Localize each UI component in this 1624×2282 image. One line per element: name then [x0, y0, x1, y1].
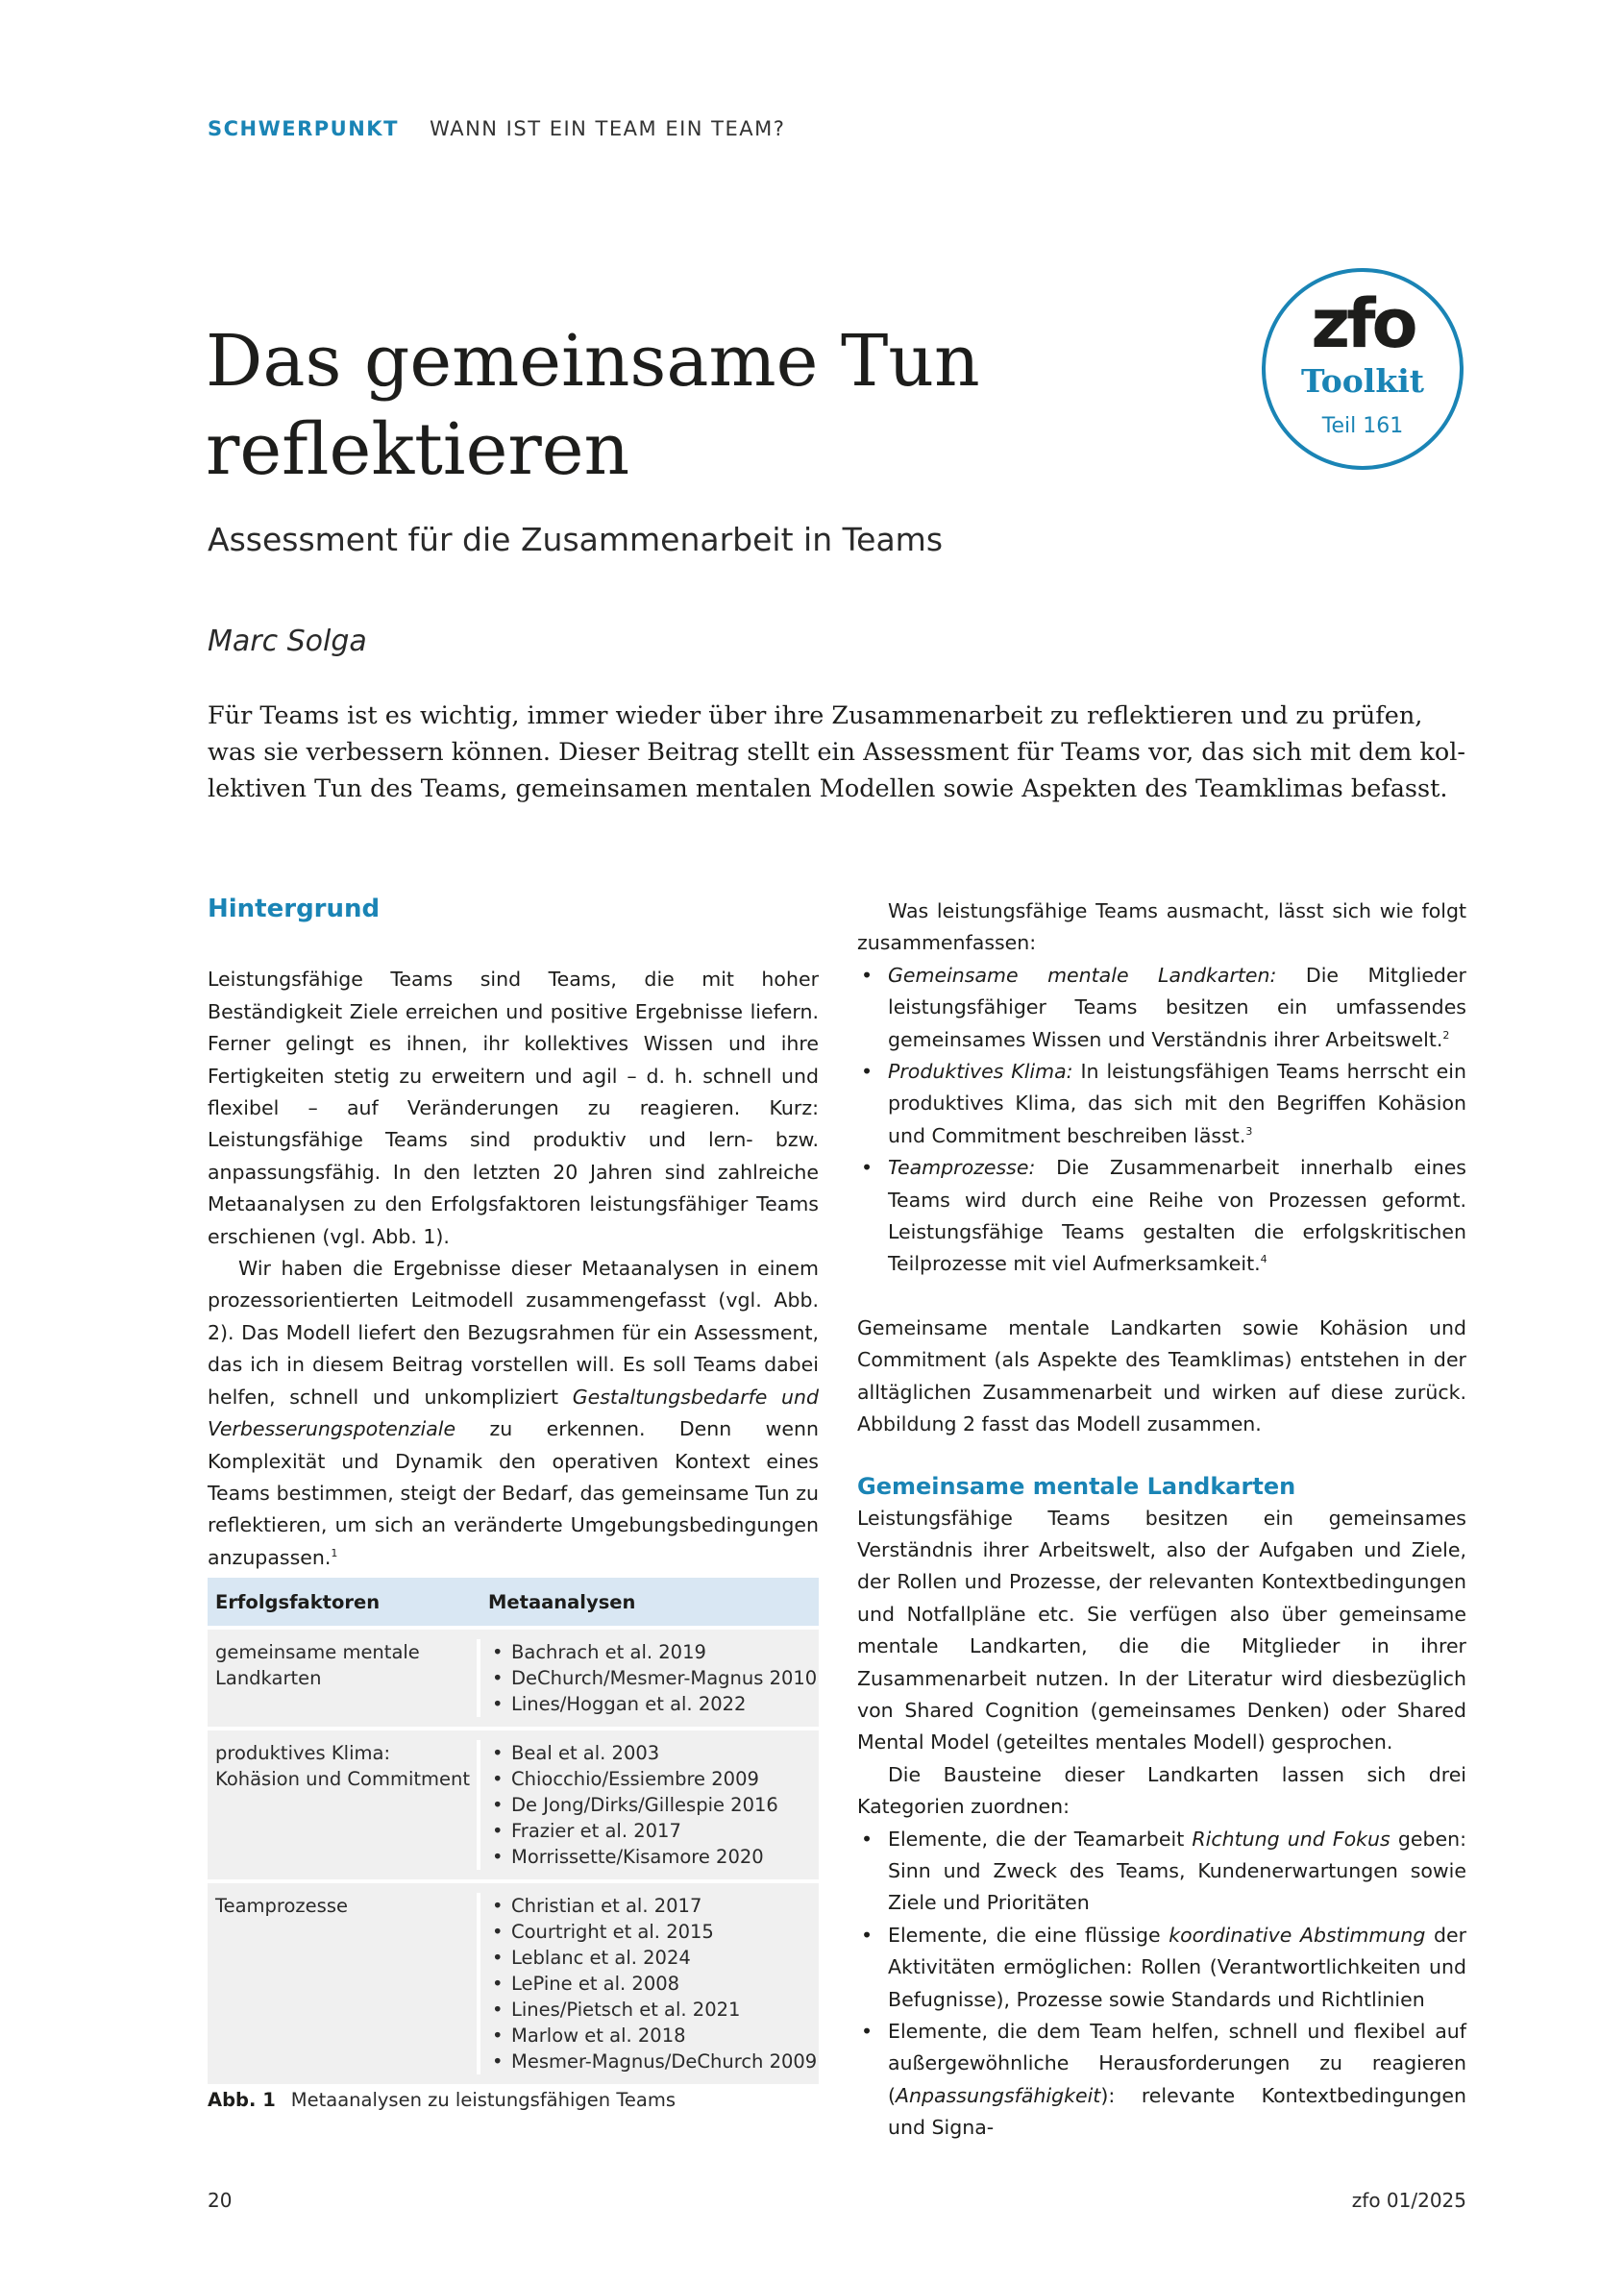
section-label: SCHWERPUNKT: [208, 117, 399, 140]
footnote-ref: 2: [1442, 1028, 1450, 1042]
toolkit-part: Teil 161: [1321, 414, 1404, 438]
page-number: 20: [208, 2189, 233, 2212]
paragraph: Was leistungsfähige Teams ausmacht, lässt sich wie folgt zusammenfassen:: [857, 899, 1466, 955]
table-cell-studies: [480, 1893, 819, 2074]
paragraph: Die Bausteine dieser Landkarten lassen sich drei Kategorien zuordnen:: [857, 1762, 1466, 1819]
footnote-ref: 4: [1260, 1253, 1267, 1266]
table-row: [208, 1730, 819, 1879]
study-item: • Morrissette/Kisamore 2020: [492, 1844, 819, 1870]
bullet-list: [857, 1824, 1466, 2145]
paragraph: Leistungsfähige Teams sind Teams, die mit hoher Beständigkeit Ziele erreichen und positive Ergebnisse liefern. Ferner gelingt es ihnen, ihr kollektives Wissen und ihre Fertigkeiten stetig zu erweitern und agil – d. h. schnell und flexibel – auf Veränderungen zu reagieren. Kurz: Leistungsfähige Teams sind produktiv und lern- bzw. anpassungsfähig. In den letzten 20 Jahren sind zahlreiche Metaanalysen zu den Erfolgsfaktoren leistungsfähiger Teams erschienen (vgl. Abb. 1).: [208, 968, 819, 1248]
issue-label: zfo 01/2025: [1351, 2189, 1466, 2212]
zfo-toolkit-badge: [1262, 268, 1464, 470]
bullet-list: [857, 960, 1466, 1281]
caption-text: Metaanalysen zu leistungsfähigen Teams: [290, 2089, 677, 2111]
table-cell-studies: [480, 1639, 819, 1717]
study-item: • LePine et al. 2008: [492, 1971, 819, 1997]
title-line: Das gemeinsame Tun: [206, 320, 980, 403]
study-item: • De Jong/Dirks/Gillespie 2016: [492, 1792, 819, 1818]
column-header: Metaanalysen: [488, 1590, 636, 1613]
list-item: • Produktives Klima: In leistungsfähigen Teams herrscht ein produktives Klima, das sich mit den Begriffen Kohäsion und Commitment beschreiben lässt.$^3$: [857, 1056, 1466, 1152]
study-item: • Lines/Pietsch et al. 2021: [492, 1997, 819, 2023]
study-item: • Marlow et al. 2018: [492, 2023, 819, 2049]
list-item: • Teamprozesse: Die Zusammenarbeit innerhalb eines Teams wird durch eine Reihe von Prozessen geformt. Leistungsfähige Teams gestalten die erfolgskritischen Teilprozesse mit viel Aufmerksamkeit.$^4$: [857, 1152, 1466, 1281]
lead-line: was sie verbessern können. Dieser Beitrag stellt ein Assessment für Teams vor, das sich mit dem kol-: [208, 738, 1466, 767]
title-line: reflektieren: [206, 408, 630, 491]
lead-line: Für Teams ist es wichtig, immer wieder über ihre Zusammenarbeit zu reflektieren und zu prüfen,: [208, 701, 1423, 730]
figure-caption: [208, 2089, 676, 2111]
table-cell-factor: gemeinsame mentale Landkarten: [208, 1639, 480, 1717]
study-item: • Lines/Hoggan et al. 2022: [492, 1691, 819, 1717]
running-header: [208, 117, 785, 140]
table-header: [208, 1578, 819, 1626]
left-column: [208, 895, 820, 1574]
paragraph: Wir haben die Ergebnisse dieser Metaanalysen in einem prozessorientierten Leitmodell zusammengefasst (vgl. Abb. 2). Das Modell liefert den Bezugsrahmen für ein Assessment, das ich in diesem Beitrag vorstellen will. Es soll Teams dabei helfen, schnell und unkompliziert Gestaltungsbedarfe und Verbesserungspotenziale zu erkennen. Denn wenn Komplexität und Dynamik den operativen Kontext eines Teams bestimmen, steigt der Bedarf, das gemeinsame Tun zu reflektieren, um sich an veränderte Umgebungsbedingungen anzupassen.$^1$: [208, 1257, 820, 1569]
study-item: • Bachrach et al. 2019: [492, 1639, 819, 1665]
footnote-ref: 1: [331, 1546, 338, 1559]
topic-label: WANN IST EIN TEAM EIN TEAM?: [430, 117, 786, 140]
table-row: [208, 1883, 819, 2084]
lead-paragraph: [208, 698, 1466, 807]
caption-label: Abb. 1: [208, 2089, 276, 2111]
list-item: • Elemente, die eine flüssige koordinative Abstimmung der Aktivitäten ermöglichen: Rollen (Verantwortlichkeiten und Befugnisse), Prozesse sowie Standards und Richtlinien: [857, 1920, 1466, 2016]
list-item: • Elemente, die der Teamarbeit Richtung und Fokus geben: Sinn und Zweck des Teams, Kundenerwartungen sowie Ziele und Prioritäten: [857, 1824, 1466, 1920]
paragraph: Gemeinsame mentale Landkarten sowie Kohäsion und Commitment (als Aspekte des Teamklimas) entstehen in der alltäglichen Zusammenarbeit und wirken auf diese zurück. Abbildung 2 fasst das Modell zusammen.: [857, 1315, 1466, 1436]
list-item: • Gemeinsame mentale Landkarten: Die Mitglieder leistungsfähiger Teams besitzen ein umfassendes gemeinsames Wissen und Verständnis ihrer Arbeitswelt.$^2$: [857, 960, 1466, 1056]
study-item: • DeChurch/Mesmer-Magnus 2010: [492, 1665, 819, 1691]
table-cell-factor: produktives Klima: Kohäsion und Commitment: [208, 1740, 480, 1870]
list-item: • Elemente, die dem Team helfen, schnell und flexibel auf außergewöhnliche Herausforderungen zu reagieren (Anpassungsfähigkeit): relevante Kontextbedingungen und Signa-: [857, 2016, 1466, 2145]
article-subtitle: Assessment für die Zusammenarbeit in Teams: [208, 521, 944, 558]
table-row: [208, 1630, 819, 1727]
table-cell-factor: Teamprozesse: [208, 1893, 480, 2074]
study-item: • Frazier et al. 2017: [492, 1818, 819, 1844]
table-cell-studies: [480, 1740, 819, 1870]
study-item: • Chiocchio/Essiembre 2009: [492, 1766, 819, 1792]
study-item: • Leblanc et al. 2024: [492, 1945, 819, 1971]
right-column: [857, 896, 1466, 2145]
section-heading-landkarten: Gemeinsame mentale Landkarten: [857, 1472, 1296, 1500]
study-item: • Mesmer-Magnus/DeChurch 2009: [492, 2049, 819, 2074]
article-title: [206, 317, 980, 494]
toolkit-label: Toolkit: [1301, 362, 1424, 400]
paragraph: Leistungsfähige Teams besitzen ein gemeinsames Verständnis ihrer Arbeitswelt, also der Aufgaben und Ziele, der Rollen und Prozesse, der relevanten Kontextbedingungen und Notfallpläne etc. Sie verfügen also über gemeinsame mentale Landkarten, die die Mitglieder in ihrer Zusammenarbeit nutzen. In der Literatur wird diesbezüglich von Shared Cognition (gemeinsames Denken) oder Shared Mental Model (geteiltes mentales Modell) gesprochen.: [857, 1506, 1466, 1754]
success-factors-table: [208, 1578, 819, 2084]
column-header: Erfolgsfaktoren: [215, 1590, 381, 1613]
lead-line: lektiven Tun des Teams, gemeinsamen mentalen Modellen sowie Aspekten des Teamklimas befasst.: [208, 774, 1448, 803]
article-author: Marc Solga: [208, 625, 367, 658]
footnote-ref: 3: [1245, 1125, 1253, 1139]
section-heading-hintergrund: Hintergrund: [208, 895, 381, 923]
study-item: • Christian et al. 2017: [492, 1893, 819, 1919]
zfo-logo: zfo: [1311, 284, 1415, 363]
study-item: • Courtright et al. 2015: [492, 1919, 819, 1945]
study-item: • Beal et al. 2003: [492, 1740, 819, 1766]
